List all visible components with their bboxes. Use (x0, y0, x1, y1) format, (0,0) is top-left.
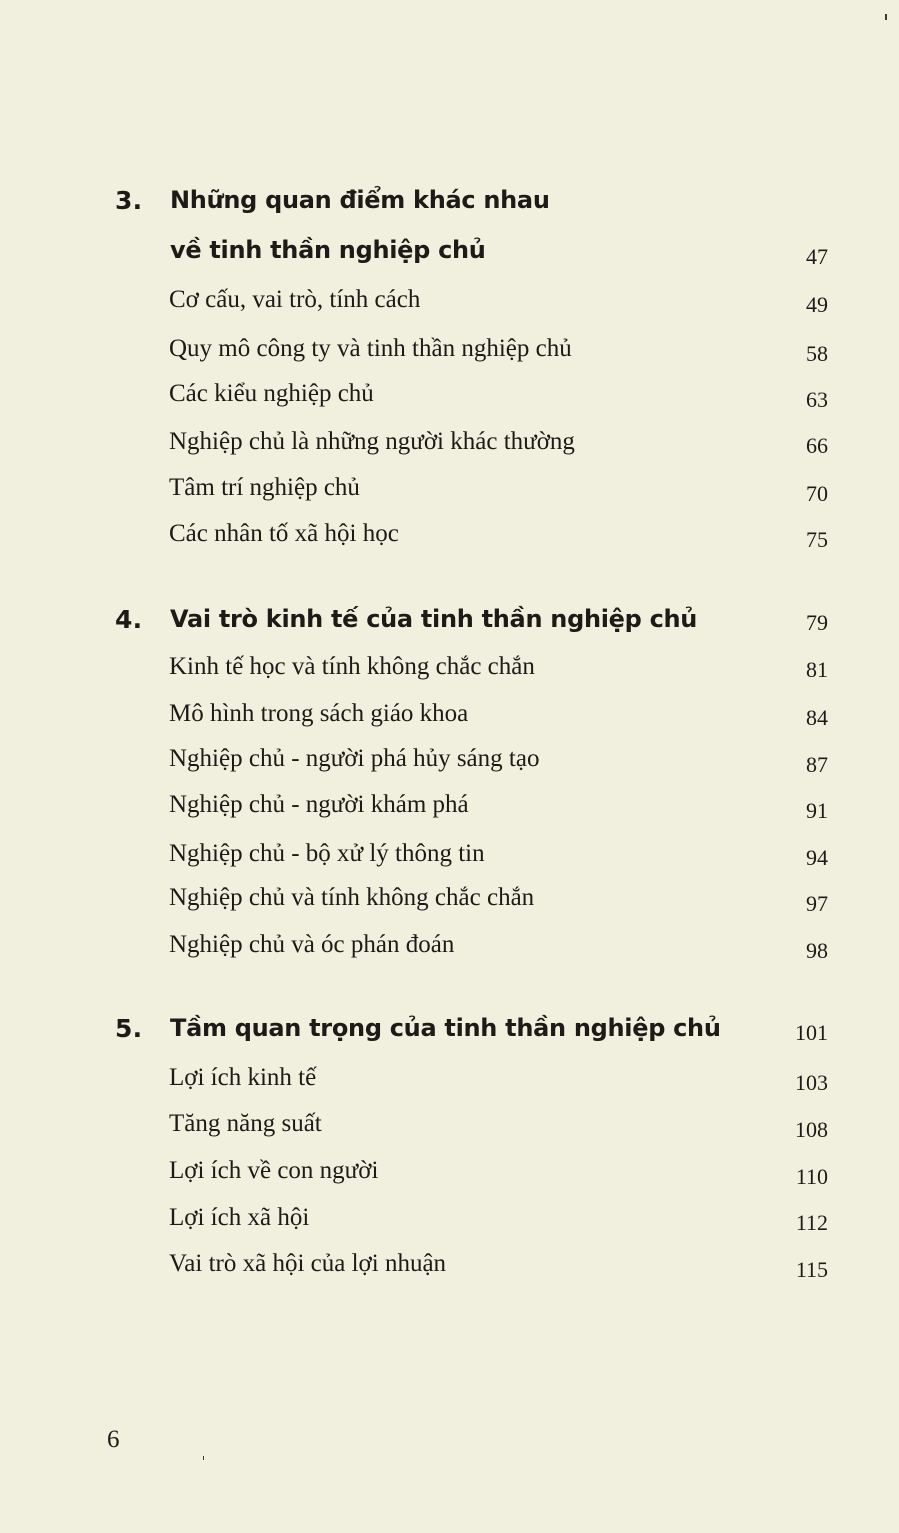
toc-entry: Mô hình trong sách giáo khoa (169, 700, 469, 727)
toc-page-number: 75 (806, 527, 828, 552)
chapter-number: 3. (115, 186, 143, 215)
toc-entry: Các nhân tố xã hội học (169, 520, 399, 547)
toc-page-number: 98 (806, 938, 828, 963)
scan-speck (885, 14, 887, 20)
toc-entry: Nghiệp chủ - người phá hủy sáng tạo (169, 745, 540, 772)
toc-page-number: 63 (806, 387, 828, 412)
chapter-page-number: 101 (795, 1020, 828, 1045)
toc-entry: Nghiệp chủ và tính không chắc chắn (169, 884, 535, 911)
toc-page-number: 58 (806, 341, 828, 366)
chapter-title-line: về tinh thần nghiệp chủ (170, 236, 486, 264)
toc-entry: Tăng năng suất (169, 1110, 322, 1137)
chapter-title-line: Vai trò kinh tế của tinh thần nghiệp chủ (170, 605, 698, 633)
toc-entry: Các kiểu nghiệp chủ (169, 380, 374, 407)
toc-entry: Lợi ích về con người (169, 1157, 379, 1184)
toc-page-number: 91 (806, 798, 828, 823)
toc-page-number: 108 (795, 1117, 828, 1142)
toc-page-number: 84 (806, 705, 828, 730)
toc-entry: Nghiệp chủ - người khám phá (169, 791, 469, 818)
toc-entry: Nghiệp chủ - bộ xử lý thông tin (169, 840, 485, 867)
toc-page-number: 70 (806, 481, 828, 506)
toc-entry: Lợi ích xã hội (169, 1204, 310, 1231)
toc-page-number: 49 (806, 292, 828, 317)
toc-page-number: 87 (806, 752, 828, 777)
toc-entry: Nghiệp chủ là những người khác thường (169, 428, 575, 455)
toc-entry: Tâm trí nghiệp chủ (169, 474, 360, 501)
toc-entry: Vai trò xã hội của lợi nhuận (169, 1250, 447, 1277)
toc-page-number: 97 (806, 891, 828, 916)
chapter-title-line: Những quan điểm khác nhau (170, 186, 550, 214)
chapter-title-line: Tầm quan trọng của tinh thần nghiệp chủ (170, 1014, 721, 1042)
chapter-number: 5. (115, 1014, 143, 1043)
toc-page-number: 110 (795, 1164, 828, 1189)
toc-entry: Nghiệp chủ và óc phán đoán (169, 931, 455, 958)
toc-page-number: 66 (806, 433, 828, 458)
toc-entry: Cơ cấu, vai trò, tính cách (169, 286, 421, 313)
page-number: 6 (107, 1426, 120, 1453)
chapter-page-number: 47 (806, 244, 828, 269)
toc-page-number: 112 (795, 1210, 828, 1235)
toc-page-number: 103 (795, 1070, 828, 1095)
toc-page-number: 81 (806, 657, 828, 682)
toc-entry: Lợi ích kinh tế (169, 1064, 317, 1091)
chapter-number: 4. (115, 605, 143, 634)
toc-page-number: 94 (806, 845, 828, 870)
toc-entry: Quy mô công ty và tinh thần nghiệp chủ (169, 335, 572, 362)
scan-speck (203, 1456, 204, 1460)
toc-entry: Kinh tế học và tính không chắc chắn (169, 653, 535, 680)
toc-page-number: 115 (795, 1257, 828, 1282)
chapter-page-number: 79 (806, 610, 828, 635)
